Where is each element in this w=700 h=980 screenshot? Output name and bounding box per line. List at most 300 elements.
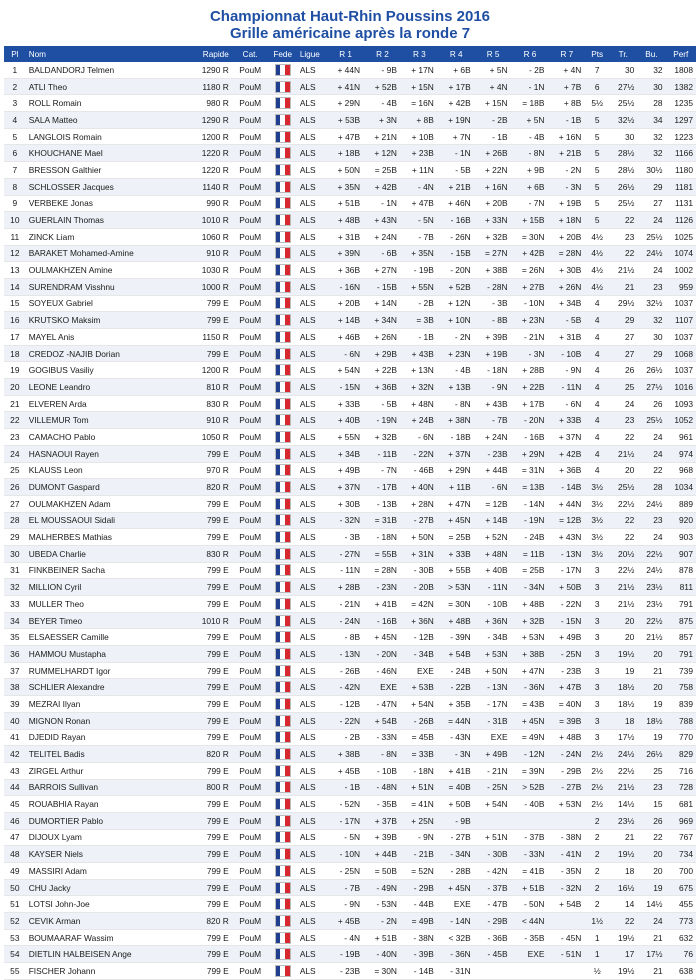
table-row bbox=[4, 596, 696, 613]
cell-round-1: + 29N bbox=[327, 95, 364, 112]
cell-rating: 1060 R bbox=[178, 228, 232, 245]
cell-place: 28 bbox=[4, 512, 26, 529]
cell-points: 4 bbox=[585, 429, 609, 446]
cell-performance: 700 bbox=[666, 863, 696, 880]
cell-round-4: - 20N bbox=[438, 262, 475, 279]
cell-round-7: + 50B bbox=[548, 579, 585, 596]
cell-league: ALS bbox=[297, 429, 327, 446]
cell-round-3: + 15N bbox=[401, 78, 438, 95]
cell-rating: 830 R bbox=[178, 545, 232, 562]
cell-points: 3½ bbox=[585, 479, 609, 496]
cell-place: 44 bbox=[4, 779, 26, 796]
cell-league: ALS bbox=[297, 829, 327, 846]
cell-round-3: - 27B bbox=[401, 512, 438, 529]
cell-round-5: + 15N bbox=[475, 95, 512, 112]
cell-league: ALS bbox=[297, 245, 327, 262]
cell-round-4: + 33B bbox=[438, 545, 475, 562]
cell-rating: 799 E bbox=[178, 562, 232, 579]
cell-round-4: = 40B bbox=[438, 779, 475, 796]
cell-name: BRESSON Galthier bbox=[26, 162, 178, 179]
cell-name: BOUMAARAF Wassim bbox=[26, 929, 178, 946]
cell-name: DUMORTIER Pablo bbox=[26, 812, 178, 829]
cell-performance: 1131 bbox=[666, 195, 696, 212]
cell-round-3: - 20B bbox=[401, 579, 438, 596]
cell-name: LEONE Leandro bbox=[26, 379, 178, 396]
cell-tiebreak-bu: 19 bbox=[637, 879, 665, 896]
cell-round-5: + 52N bbox=[475, 529, 512, 546]
cell-league: ALS bbox=[297, 162, 327, 179]
cell-tiebreak-bu: 20 bbox=[637, 679, 665, 696]
cell-round-7: + 4N bbox=[548, 62, 585, 78]
cell-tiebreak-bu: 20 bbox=[637, 863, 665, 880]
cell-rating: 799 E bbox=[178, 946, 232, 963]
table-row bbox=[4, 162, 696, 179]
cell-tiebreak-bu: 23 bbox=[637, 779, 665, 796]
flag-icon bbox=[269, 479, 297, 496]
cell-round-4: + 13B bbox=[438, 379, 475, 396]
cell-round-2: - 35B bbox=[364, 796, 401, 813]
cell-place: 38 bbox=[4, 679, 26, 696]
cell-rating: 799 E bbox=[178, 495, 232, 512]
cell-league: ALS bbox=[297, 712, 327, 729]
cell-round-2: + 44B bbox=[364, 846, 401, 863]
flag-icon bbox=[269, 379, 297, 396]
cell-category: PouM bbox=[232, 796, 269, 813]
cell-place: 33 bbox=[4, 596, 26, 613]
cell-league: ALS bbox=[297, 445, 327, 462]
cell-round-2: - 23N bbox=[364, 579, 401, 596]
cell-round-3: = 45B bbox=[401, 729, 438, 746]
header-round-4: R 4 bbox=[438, 46, 475, 62]
table-row bbox=[4, 545, 696, 562]
flag-icon bbox=[269, 812, 297, 829]
cell-league: ALS bbox=[297, 729, 327, 746]
cell-tiebreak-bu: 20 bbox=[637, 846, 665, 863]
cell-round-7: + 36B bbox=[548, 462, 585, 479]
cell-round-1: + 47B bbox=[327, 128, 364, 145]
cell-name: RUMMELHARDT Igor bbox=[26, 662, 178, 679]
table-row bbox=[4, 612, 696, 629]
cell-round-2: + 39B bbox=[364, 829, 401, 846]
cell-tiebreak-tr: 22½ bbox=[609, 762, 637, 779]
cell-round-3: - 9N bbox=[401, 829, 438, 846]
cell-round-7: + 19B bbox=[548, 195, 585, 212]
cell-round-5: + 26B bbox=[475, 145, 512, 162]
cell-tiebreak-tr: 21 bbox=[609, 829, 637, 846]
cell-points: 2 bbox=[585, 812, 609, 829]
cell-place: 18 bbox=[4, 345, 26, 362]
cell-round-2: + 12N bbox=[364, 145, 401, 162]
cell-round-6: - 10N bbox=[512, 295, 549, 312]
cell-round-1: - 1B bbox=[327, 779, 364, 796]
cell-round-7 bbox=[548, 963, 585, 980]
cell-round-4: - 34N bbox=[438, 846, 475, 863]
cell-place: 30 bbox=[4, 545, 26, 562]
cell-league: ALS bbox=[297, 362, 327, 379]
cell-round-1: - 21N bbox=[327, 596, 364, 613]
cell-round-2: - 53N bbox=[364, 896, 401, 913]
cell-round-5: + 4N bbox=[475, 78, 512, 95]
flag-icon bbox=[269, 612, 297, 629]
cell-tiebreak-bu: 25½ bbox=[637, 228, 665, 245]
flag-icon bbox=[269, 579, 297, 596]
cell-league: ALS bbox=[297, 329, 327, 346]
cell-tiebreak-tr: 28½ bbox=[609, 145, 637, 162]
cell-points: 3 bbox=[585, 562, 609, 579]
cell-round-3: + 10B bbox=[401, 128, 438, 145]
table-row bbox=[4, 95, 696, 112]
cell-round-3: - 26B bbox=[401, 712, 438, 729]
cell-category: PouM bbox=[232, 262, 269, 279]
cell-round-5: - 13N bbox=[475, 679, 512, 696]
cell-name: CEVIK Arman bbox=[26, 913, 178, 930]
cell-category: PouM bbox=[232, 78, 269, 95]
table-row bbox=[4, 662, 696, 679]
header-round-3: R 3 bbox=[401, 46, 438, 62]
cell-round-2: + 22B bbox=[364, 362, 401, 379]
cell-tiebreak-tr: 18 bbox=[609, 712, 637, 729]
cell-category: PouM bbox=[232, 779, 269, 796]
flag-icon bbox=[269, 629, 297, 646]
table-row bbox=[4, 529, 696, 546]
cell-tiebreak-bu: 25½ bbox=[637, 412, 665, 429]
cell-round-4: + 52B bbox=[438, 278, 475, 295]
cell-round-3: EXE bbox=[401, 662, 438, 679]
cell-tiebreak-tr: 24 bbox=[609, 395, 637, 412]
cell-round-7: + 8B bbox=[548, 95, 585, 112]
cell-performance: 734 bbox=[666, 846, 696, 863]
cell-league: ALS bbox=[297, 929, 327, 946]
cell-tiebreak-tr: 25½ bbox=[609, 95, 637, 112]
cell-round-1: + 39N bbox=[327, 245, 364, 262]
cell-round-1: - 52N bbox=[327, 796, 364, 813]
cell-name: ZINCK Liam bbox=[26, 228, 178, 245]
cell-round-7: - 41N bbox=[548, 846, 585, 863]
cell-round-7 bbox=[548, 913, 585, 930]
cell-round-2: + 14N bbox=[364, 295, 401, 312]
cell-name: GUERLAIN Thomas bbox=[26, 212, 178, 229]
cell-category: PouM bbox=[232, 762, 269, 779]
cell-name: TELITEL Badis bbox=[26, 746, 178, 763]
cell-round-1: - 12B bbox=[327, 696, 364, 713]
cell-category: PouM bbox=[232, 612, 269, 629]
cell-tiebreak-bu: 23 bbox=[637, 512, 665, 529]
cell-round-2: - 1N bbox=[364, 195, 401, 212]
cell-round-7: - 45N bbox=[548, 929, 585, 946]
cell-performance: 716 bbox=[666, 762, 696, 779]
cell-round-2: - 6B bbox=[364, 245, 401, 262]
cell-name: KAYSER Niels bbox=[26, 846, 178, 863]
cell-round-5 bbox=[475, 963, 512, 980]
cell-tiebreak-tr: 29½ bbox=[609, 295, 637, 312]
cell-round-1: - 23B bbox=[327, 963, 364, 980]
cell-tiebreak-bu: 32 bbox=[637, 62, 665, 78]
cell-tiebreak-bu: 29 bbox=[637, 178, 665, 195]
cell-category: PouM bbox=[232, 863, 269, 880]
cell-points: 3 bbox=[585, 612, 609, 629]
cell-rating: 820 R bbox=[178, 479, 232, 496]
cell-league: ALS bbox=[297, 846, 327, 863]
cell-round-4: + 17B bbox=[438, 78, 475, 95]
cell-round-6: = 18B bbox=[512, 95, 549, 112]
cell-points: 4 bbox=[585, 412, 609, 429]
cell-league: ALS bbox=[297, 963, 327, 980]
cell-round-6: - 36N bbox=[512, 679, 549, 696]
cell-place: 15 bbox=[4, 295, 26, 312]
cell-rating: 1180 R bbox=[178, 78, 232, 95]
cell-name: MIGNON Ronan bbox=[26, 712, 178, 729]
cell-place: 14 bbox=[4, 278, 26, 295]
cell-name: FINKBEINER Sacha bbox=[26, 562, 178, 579]
cell-round-1: - 25N bbox=[327, 863, 364, 880]
cell-tiebreak-tr: 21½ bbox=[609, 262, 637, 279]
flag-icon bbox=[269, 646, 297, 663]
cell-tiebreak-tr: 26½ bbox=[609, 178, 637, 195]
cell-tiebreak-tr: 21½ bbox=[609, 596, 637, 613]
cell-tiebreak-bu: 26 bbox=[637, 395, 665, 412]
cell-round-5: - 21N bbox=[475, 762, 512, 779]
header-rating: Rapide bbox=[178, 46, 232, 62]
table-row bbox=[4, 362, 696, 379]
table-row bbox=[4, 395, 696, 412]
table-row bbox=[4, 512, 696, 529]
cell-points: 4½ bbox=[585, 228, 609, 245]
cell-name: LANGLOIS Romain bbox=[26, 128, 178, 145]
cell-league: ALS bbox=[297, 896, 327, 913]
cell-round-5: - 10B bbox=[475, 596, 512, 613]
cell-round-6 bbox=[512, 812, 549, 829]
flag-icon bbox=[269, 529, 297, 546]
cell-round-3: - 18N bbox=[401, 762, 438, 779]
cell-category: PouM bbox=[232, 512, 269, 529]
cell-points: 5 bbox=[585, 195, 609, 212]
cell-performance: 791 bbox=[666, 646, 696, 663]
cell-round-2: + 32B bbox=[364, 429, 401, 446]
cell-place: 31 bbox=[4, 562, 26, 579]
flag-icon bbox=[269, 596, 297, 613]
cell-points: 3 bbox=[585, 662, 609, 679]
cell-performance: 969 bbox=[666, 812, 696, 829]
cell-round-3: = 33B bbox=[401, 746, 438, 763]
cell-points: 4 bbox=[585, 329, 609, 346]
cell-rating: 799 E bbox=[178, 512, 232, 529]
cell-name: MILLION Cyril bbox=[26, 579, 178, 596]
cell-round-4: + 21B bbox=[438, 178, 475, 195]
cell-name: ROUABHIA Rayan bbox=[26, 796, 178, 813]
cell-place: 42 bbox=[4, 746, 26, 763]
cell-name: SCHLOSSER Jacques bbox=[26, 178, 178, 195]
table-row bbox=[4, 445, 696, 462]
cell-round-7: - 27B bbox=[548, 779, 585, 796]
cell-category: PouM bbox=[232, 929, 269, 946]
cell-name: ELSAESSER Camille bbox=[26, 629, 178, 646]
cell-round-7: + 18N bbox=[548, 212, 585, 229]
cell-round-7: - 11N bbox=[548, 379, 585, 396]
cell-tiebreak-tr: 28½ bbox=[609, 162, 637, 179]
cell-performance: 1037 bbox=[666, 329, 696, 346]
cell-round-3: - 46B bbox=[401, 462, 438, 479]
cell-category: PouM bbox=[232, 312, 269, 329]
cell-tiebreak-bu: 32 bbox=[637, 128, 665, 145]
cell-round-7: - 2N bbox=[548, 162, 585, 179]
table-header-row bbox=[4, 46, 696, 62]
cell-tiebreak-tr: 18½ bbox=[609, 696, 637, 713]
cell-tiebreak-tr: 23½ bbox=[609, 812, 637, 829]
cell-round-7: + 44N bbox=[548, 495, 585, 512]
cell-tiebreak-bu: 21 bbox=[637, 963, 665, 980]
cell-round-4: + 55B bbox=[438, 562, 475, 579]
cell-category: PouM bbox=[232, 746, 269, 763]
cell-performance: 681 bbox=[666, 796, 696, 813]
cell-round-6: - 34N bbox=[512, 579, 549, 596]
cell-performance: 857 bbox=[666, 629, 696, 646]
table-row bbox=[4, 963, 696, 980]
cell-round-6: + 45N bbox=[512, 712, 549, 729]
cell-place: 43 bbox=[4, 762, 26, 779]
cell-category: PouM bbox=[232, 278, 269, 295]
cell-round-2: + 3N bbox=[364, 112, 401, 129]
cell-round-1: - 10N bbox=[327, 846, 364, 863]
cell-round-7: - 32N bbox=[548, 879, 585, 896]
cell-round-4: + 7N bbox=[438, 128, 475, 145]
cell-rating: 1050 R bbox=[178, 429, 232, 446]
cell-tiebreak-tr: 19½ bbox=[609, 963, 637, 980]
cell-round-7: - 35N bbox=[548, 863, 585, 880]
cell-league: ALS bbox=[297, 495, 327, 512]
cell-rating: 1220 R bbox=[178, 162, 232, 179]
cell-round-4: = 25B bbox=[438, 529, 475, 546]
cell-category: PouM bbox=[232, 579, 269, 596]
cell-rating: 799 E bbox=[178, 729, 232, 746]
cell-round-6: + 22B bbox=[512, 379, 549, 396]
cell-round-3: = 16N bbox=[401, 95, 438, 112]
cell-round-5: - 7B bbox=[475, 412, 512, 429]
cell-tiebreak-bu: 24 bbox=[637, 212, 665, 229]
cell-tiebreak-bu: 27 bbox=[637, 195, 665, 212]
cell-name: GOGIBUS Vasiliy bbox=[26, 362, 178, 379]
cell-league: ALS bbox=[297, 512, 327, 529]
cell-round-2: - 46N bbox=[364, 662, 401, 679]
cell-tiebreak-tr: 17½ bbox=[609, 729, 637, 746]
flag-icon bbox=[269, 62, 297, 78]
cell-round-7: - 13N bbox=[548, 545, 585, 562]
cell-name: FISCHER Johann bbox=[26, 963, 178, 980]
cell-rating: 830 R bbox=[178, 395, 232, 412]
cell-points: 3 bbox=[585, 596, 609, 613]
cell-round-5: + 54N bbox=[475, 796, 512, 813]
cell-round-3: - 30B bbox=[401, 562, 438, 579]
cell-tiebreak-bu: 25 bbox=[637, 762, 665, 779]
flag-icon bbox=[269, 462, 297, 479]
cell-round-2: - 2N bbox=[364, 913, 401, 930]
cell-tiebreak-bu: 14½ bbox=[637, 896, 665, 913]
table-row bbox=[4, 646, 696, 663]
cell-place: 11 bbox=[4, 228, 26, 245]
cell-tiebreak-tr: 14 bbox=[609, 896, 637, 913]
table-row bbox=[4, 245, 696, 262]
cell-category: PouM bbox=[232, 345, 269, 362]
cell-tiebreak-bu: 30 bbox=[637, 329, 665, 346]
cell-round-1: + 35N bbox=[327, 178, 364, 195]
cell-round-1: + 31B bbox=[327, 228, 364, 245]
table-row bbox=[4, 562, 696, 579]
table-row bbox=[4, 128, 696, 145]
cell-round-1: + 45B bbox=[327, 762, 364, 779]
cell-round-7: = 39B bbox=[548, 712, 585, 729]
flag-icon bbox=[269, 679, 297, 696]
cell-points: 2 bbox=[585, 863, 609, 880]
header-round-1: R 1 bbox=[327, 46, 364, 62]
cell-tiebreak-bu: 24 bbox=[637, 445, 665, 462]
cell-performance: 1037 bbox=[666, 295, 696, 312]
cell-round-2: - 40N bbox=[364, 946, 401, 963]
cell-round-7: - 14B bbox=[548, 479, 585, 496]
cell-points: 4 bbox=[585, 295, 609, 312]
cell-points: 1½ bbox=[585, 913, 609, 930]
cell-points: 1 bbox=[585, 946, 609, 963]
table-row bbox=[4, 879, 696, 896]
cell-round-5: - 1B bbox=[475, 128, 512, 145]
cell-round-6: + 53N bbox=[512, 629, 549, 646]
cell-round-5: - 29B bbox=[475, 913, 512, 930]
document-title: Championnat Haut-Rhin Poussins 2016 bbox=[209, 8, 491, 25]
cell-round-6: - 24B bbox=[512, 529, 549, 546]
header-category: Cat. bbox=[232, 46, 269, 62]
cell-round-7: = 40N bbox=[548, 696, 585, 713]
cell-round-2: + 52B bbox=[364, 78, 401, 95]
cell-rating: 799 E bbox=[178, 796, 232, 813]
flag-icon bbox=[269, 295, 297, 312]
cell-performance: 1068 bbox=[666, 345, 696, 362]
cell-round-2: + 54B bbox=[364, 712, 401, 729]
cell-tiebreak-bu: 32½ bbox=[637, 295, 665, 312]
cell-round-3: = 49B bbox=[401, 913, 438, 930]
cell-round-2: - 13B bbox=[364, 495, 401, 512]
cell-points: 4 bbox=[585, 462, 609, 479]
flag-icon bbox=[269, 829, 297, 846]
cell-round-2: - 10B bbox=[364, 762, 401, 779]
cell-round-7: + 53N bbox=[548, 796, 585, 813]
cell-tiebreak-bu: 21½ bbox=[637, 629, 665, 646]
cell-round-7: - 15N bbox=[548, 612, 585, 629]
table-row bbox=[4, 479, 696, 496]
header-round-5: R 5 bbox=[475, 46, 512, 62]
flag-icon bbox=[269, 128, 297, 145]
cell-performance: 1016 bbox=[666, 379, 696, 396]
cell-round-6 bbox=[512, 963, 549, 980]
cell-round-2: - 20N bbox=[364, 646, 401, 663]
cell-rating: 799 E bbox=[178, 629, 232, 646]
cell-round-1: - 6N bbox=[327, 345, 364, 362]
header-tiebreak-bu: Bu. bbox=[637, 46, 665, 62]
flag-icon bbox=[269, 729, 297, 746]
cell-round-3: = 52N bbox=[401, 863, 438, 880]
flag-icon bbox=[269, 762, 297, 779]
cell-round-6: = 31N bbox=[512, 462, 549, 479]
cell-round-3: - 12B bbox=[401, 629, 438, 646]
flag-icon bbox=[269, 195, 297, 212]
cell-round-3: = 3B bbox=[401, 312, 438, 329]
cell-tiebreak-bu: 22 bbox=[637, 462, 665, 479]
cell-tiebreak-bu: 24 bbox=[637, 429, 665, 446]
cell-round-1: + 44N bbox=[327, 62, 364, 78]
cell-round-4: - 3N bbox=[438, 746, 475, 763]
cell-place: 12 bbox=[4, 245, 26, 262]
cell-round-4: + 11B bbox=[438, 479, 475, 496]
cell-tiebreak-tr: 27½ bbox=[609, 78, 637, 95]
cell-performance: 1382 bbox=[666, 78, 696, 95]
table-row bbox=[4, 178, 696, 195]
